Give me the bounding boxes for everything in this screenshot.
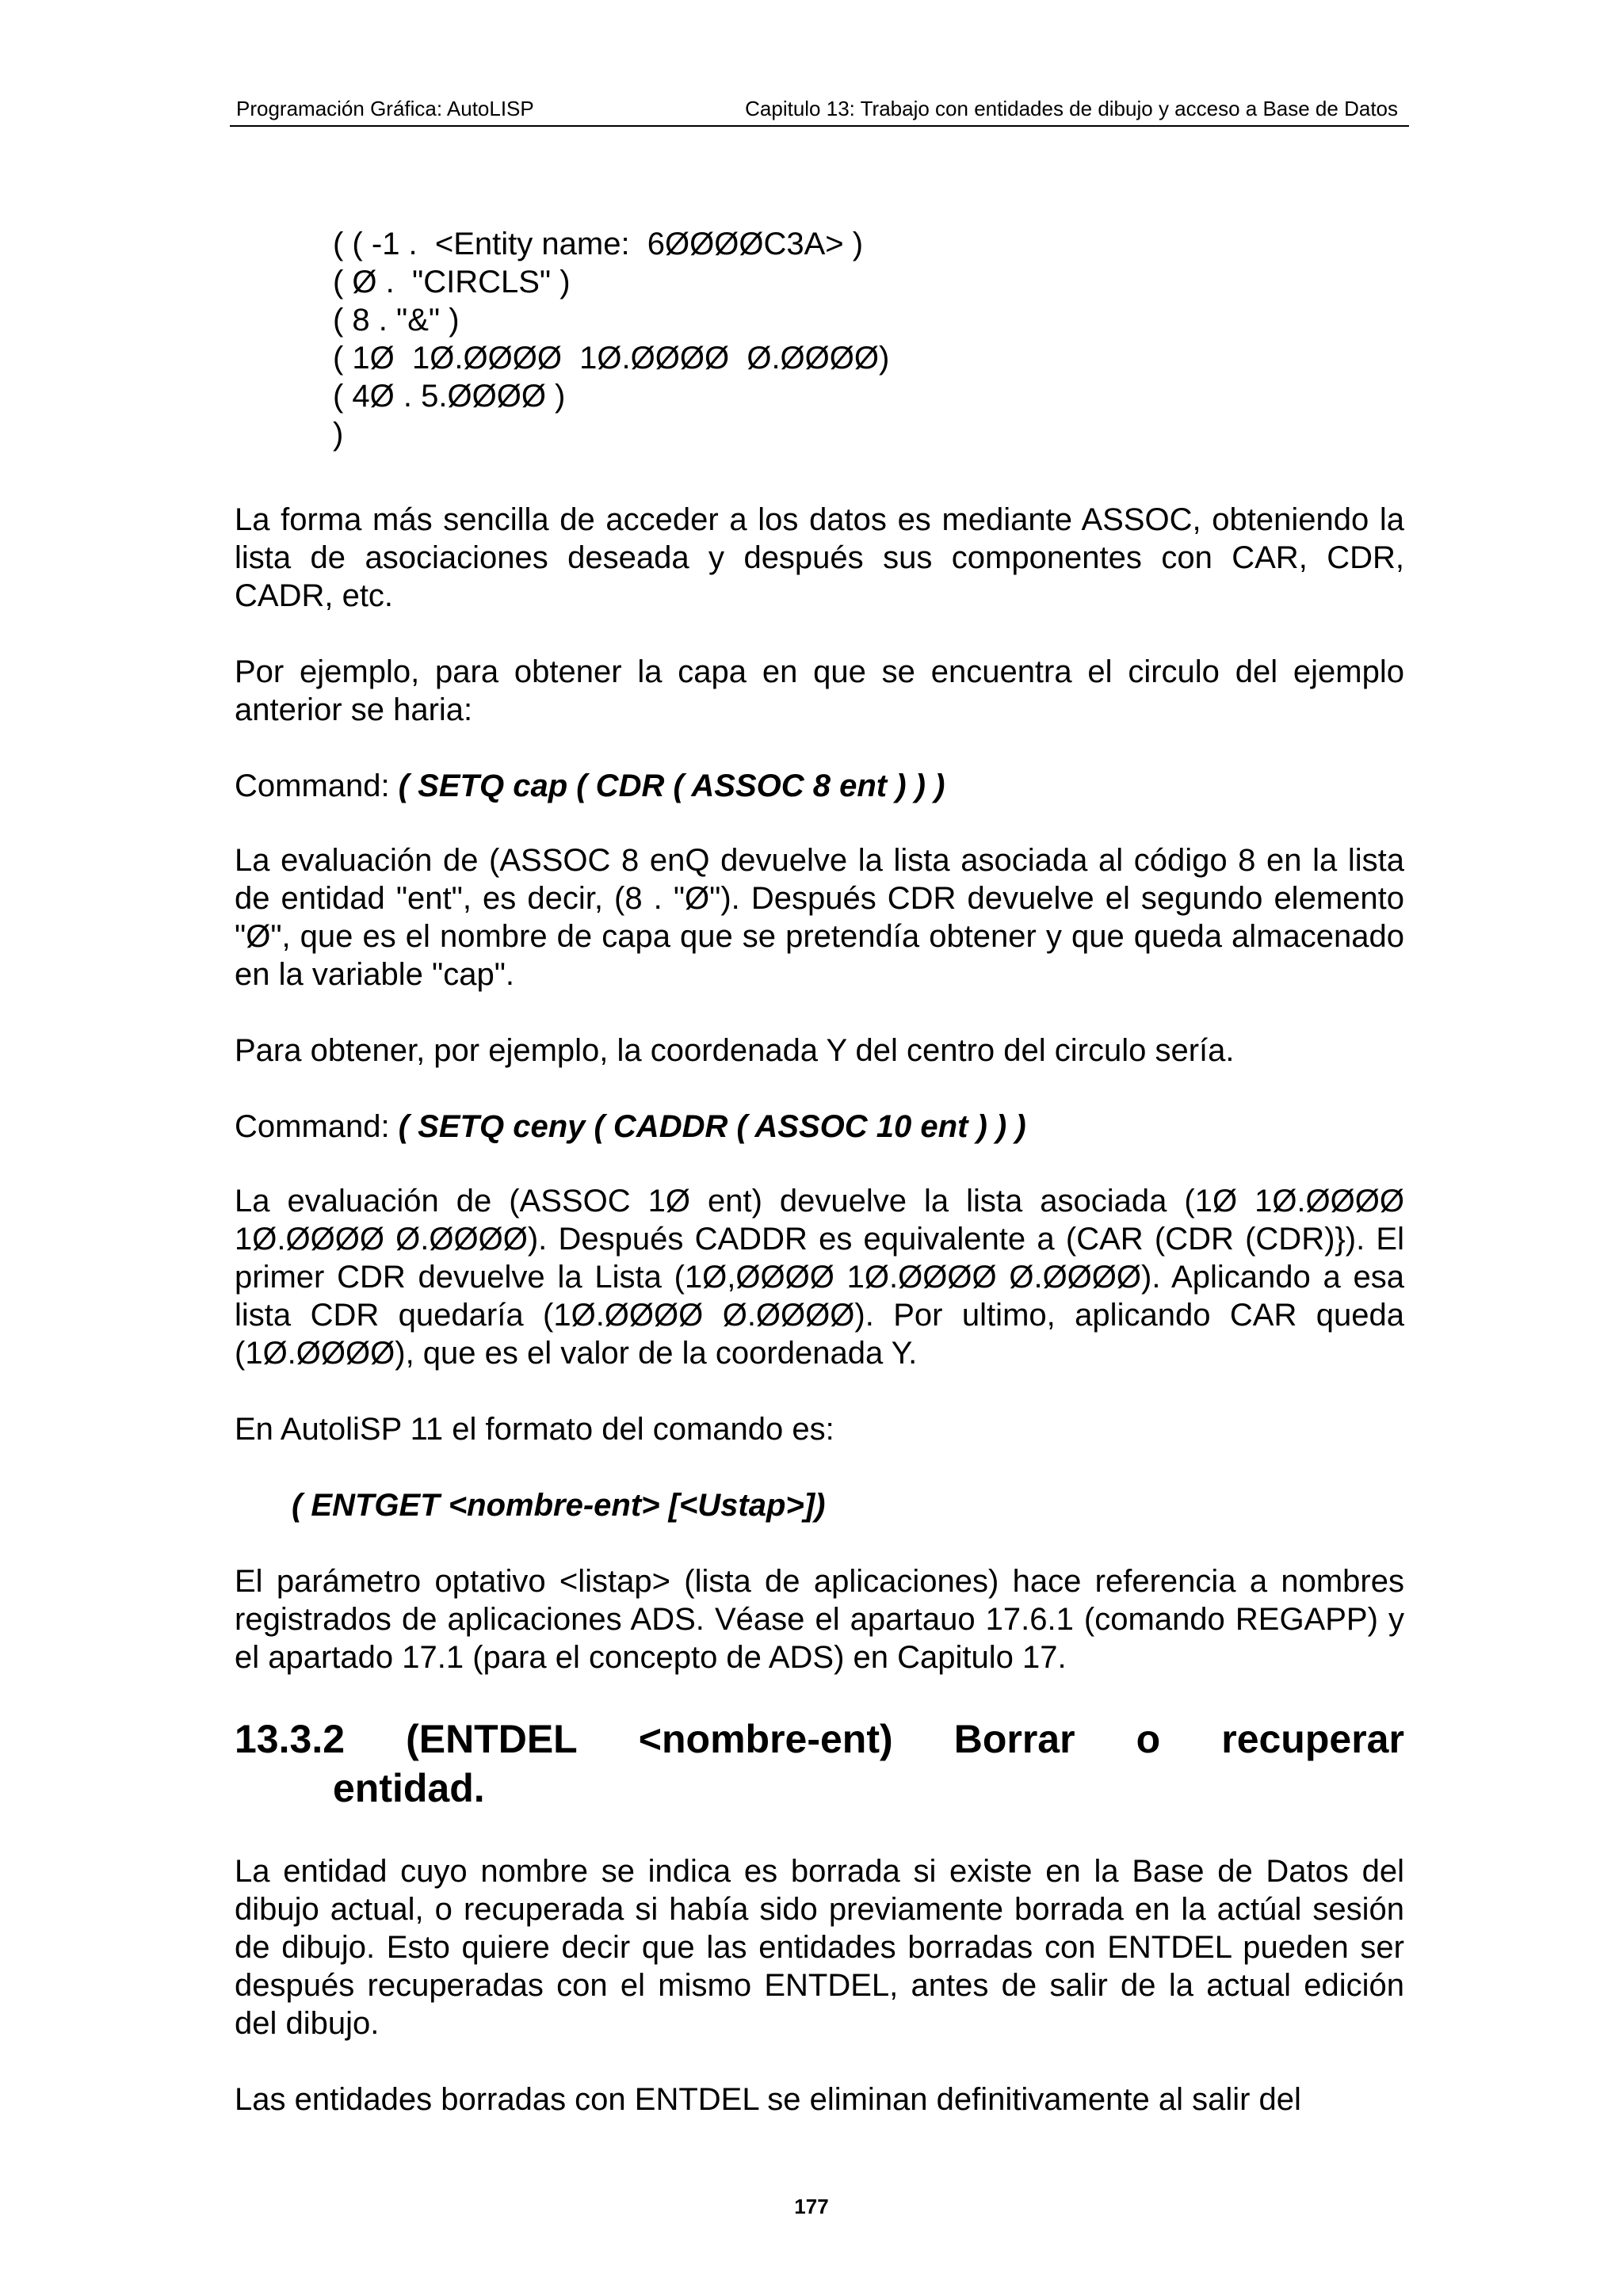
command-expression: ( SETQ cap ( CDR ( ASSOC 8 ent ) ) ) [398, 769, 945, 803]
heading-word: recuperar [1221, 1717, 1404, 1761]
syntax-line: ( ENTGET <nombre-ent> [<Ustap>]) [292, 1488, 826, 1523]
paragraph: El parámetro optativo <listap> (lista de aplicaciones) hace referencia a nombres registrados de aplicaciones ADS. Véase el apartauo 17.6.1 (comando REGAPP) y el apartado 17.1 (para el concepto de ADS) en Capitulo 17. [235, 1564, 1404, 1675]
command-line [235, 1108, 1404, 1146]
code-line: ) [333, 417, 344, 452]
code-line: ( ( -1 . <Entity name: 6ØØØØC3A> ) [333, 227, 864, 261]
heading-line-2: entidad. [333, 1766, 485, 1810]
page-header [230, 95, 1409, 127]
heading-word: (ENTDEL [406, 1717, 578, 1761]
header-book-title: Programación Gráfica: AutoLISP [236, 97, 534, 120]
heading-word: <nombre-ent) [638, 1717, 893, 1761]
paragraph: La forma más sencilla de acceder a los datos es mediante ASSOC, obteniendo la lista de asociaciones deseada y después sus componentes con CAR, CDR, CADR, etc. [235, 502, 1404, 613]
command-expression: ( SETQ ceny ( CADDR ( ASSOC 10 ent ) ) ) [398, 1109, 1026, 1144]
command-line [235, 767, 1404, 805]
page-content [235, 225, 1404, 2157]
paragraph: La evaluación de (ASSOC 1Ø ent) devuelve la lista asociada (1Ø 1Ø.ØØØØ 1Ø.ØØØØ Ø.ØØØØ). Después CADDR es equivalente a (CAR (CDR (CDR)}). El primer CDR devuelve la Lista (1Ø,ØØØØ 1Ø.ØØØØ Ø.ØØØØ). Aplicando a esa lista CDR quedaría (1Ø.ØØØØ Ø.ØØØØ). Por ultimo, aplicando CAR queda (1Ø.ØØØØ), que es el valor de la coordenada Y. [235, 1184, 1404, 1371]
heading-word: o [1136, 1717, 1161, 1761]
code-line: ( 4Ø . 5.ØØØØ ) [333, 379, 566, 414]
paragraph: En AutoliSP 11 el formato del comando es: [235, 1412, 834, 1447]
code-block [333, 225, 1404, 453]
paragraph: La evaluación de (ASSOC 8 enQ devuelve la lista asociada al código 8 en la lista de entidad "ent", es decir, (8 . "Ø"). Después CDR devuelve el segundo elemento "Ø", que es el nombre de capa que se pretendía obtener y que queda almacenado en la variable "cap". [235, 843, 1404, 992]
command-prefix: Command: [235, 769, 390, 803]
code-line: ( 8 . "&" ) [333, 303, 460, 338]
section-heading [235, 1714, 1404, 1813]
paragraph: Las entidades borradas con ENTDEL se eliminan definitivamente al salir del [235, 2082, 1301, 2117]
heading-word: Borrar [953, 1717, 1075, 1761]
command-prefix: Command: [235, 1109, 390, 1144]
header-chapter-title: Capitulo 13: Trabajo con entidades de dibujo y acceso a Base de Datos [745, 97, 1398, 120]
paragraph: Por ejemplo, para obtener la capa en que se encuentra el circulo del ejemplo anterior se haria: [235, 654, 1404, 727]
code-line: ( 1Ø 1Ø.ØØØØ 1Ø.ØØØØ Ø.ØØØØ) [333, 341, 890, 376]
paragraph: La entidad cuyo nombre se indica es borrada si existe en la Base de Datos del dibujo actual, o recuperada si había sido previamente borrada en la actúal sesión de dibujo. Esto quiere decir que las entidades borradas con ENTDEL pueden ser después recuperadas con el mismo ENTDEL, antes de salir de la actual edición del dibujo. [235, 1854, 1404, 2041]
section-number: 13.3.2 [235, 1717, 346, 1761]
paragraph: Para obtener, por ejemplo, la coordenada Y del centro del circulo sería. [235, 1033, 1235, 1068]
page-number: 177 [794, 2195, 829, 2218]
code-line: ( Ø . "CIRCLS" ) [333, 265, 571, 299]
